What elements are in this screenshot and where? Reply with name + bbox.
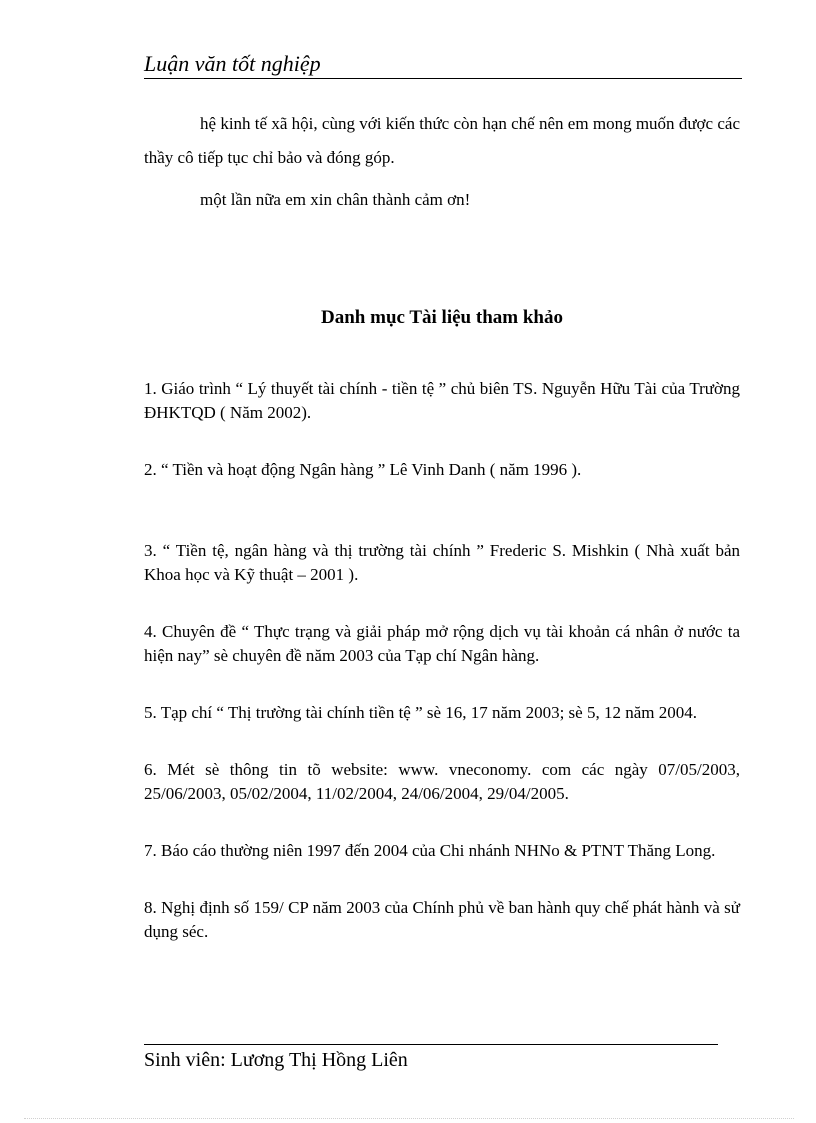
page-bottom-border [24, 1118, 794, 1119]
reference-item-1: 1. Giáo trình “ Lý thuyết tài chính - tiền tệ ” chủ biên TS. Nguyễn Hữu Tài của Trường ĐHKTQD ( Năm 2002). [144, 379, 740, 422]
references-list [144, 377, 740, 977]
intro-paragraph-1: hệ kinh tế xã hội, cùng với kiến thức còn hạn chế nên em mong muốn được các thầy cô tiếp tục chỉ bảo và đóng góp. [144, 114, 740, 167]
footer-student-name: Sinh viên: Lương Thị Hồng Liên [144, 1049, 408, 1071]
reference-item-4: 4. Chuyên đề “ Thực trạng và giải pháp mở rộng dịch vụ tài khoản cá nhân ở nước ta hiện nay” sè chuyên đề năm 2003 của Tạp chí Ngân hàng. [144, 622, 740, 665]
references-heading: Danh mục Tài liệu tham khảo [321, 307, 563, 328]
footer-divider [144, 1044, 718, 1045]
reference-item-6: 6. Mét sè thông tin tõ website: www. vneconomy. com các ngày 07/05/2003, 25/06/2003, 05/02/2004, 11/02/2004, 24/06/2004, 29/04/2005. [144, 760, 740, 803]
reference-item-3: 3. “ Tiền tệ, ngân hàng và thị trường tài chính ” Frederic S. Mishkin ( Nhà xuất bản Khoa học và Kỹ thuật – 2001 ). [144, 541, 740, 584]
page-header [144, 50, 742, 79]
intro-paragraph-2: một lần nữa em xin chân thành cảm ơn! [200, 190, 471, 209]
reference-item-8: 8. Nghị định số 159/ CP năm 2003 của Chính phủ về ban hành quy chế phát hành và sử dụng séc. [144, 898, 740, 941]
reference-item-2: 2. “ Tiền và hoạt động Ngân hàng ” Lê Vinh Danh ( năm 1996 ). [144, 460, 582, 479]
reference-item-7: 7. Báo cáo thường niên 1997 đến 2004 của Chi nhánh NHNo & PTNT Thăng Long. [144, 841, 716, 860]
header-title: Luận văn tốt nghiệp [144, 51, 321, 76]
reference-item-5: 5. Tạp chí “ Thị trường tài chính tiền tệ ” sè 16, 17 năm 2003; sè 5, 12 năm 2004. [144, 703, 697, 722]
